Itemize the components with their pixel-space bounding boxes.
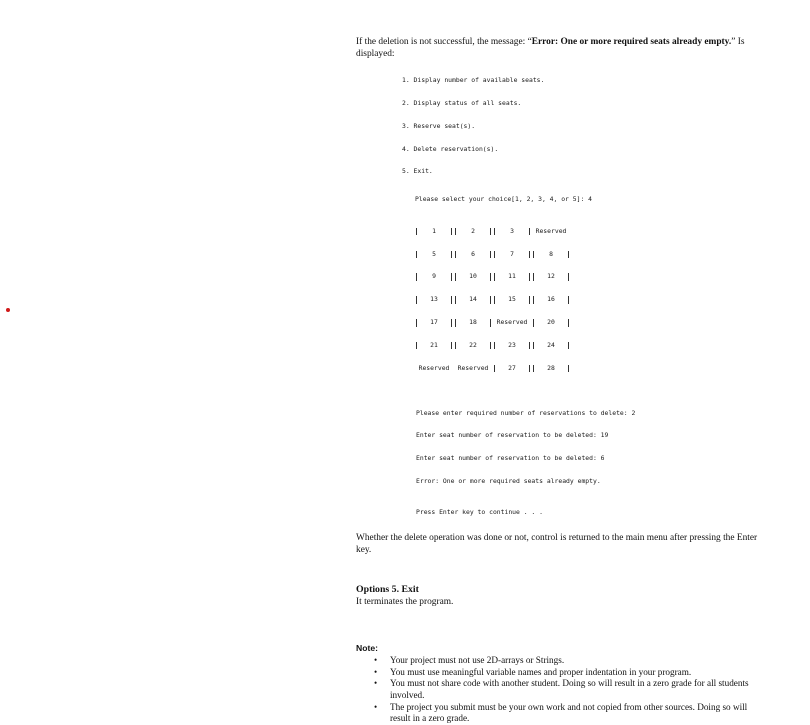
seat-cell: Reserved	[535, 226, 567, 235]
seat-cell: 28	[533, 365, 569, 373]
note-item: • You must not share code with another student. Doing so will result in a zero grade for all students involved.	[374, 678, 766, 701]
seat-cell: 24	[533, 342, 569, 350]
menu-item: 3. Reserve seat(s).	[402, 121, 476, 130]
after-paragraph: Whether the delete operation was done or not, control is returned to the main menu after pressing the Enter key.	[356, 533, 758, 556]
option5-description: It terminates the program.	[356, 597, 454, 608]
continue-prompt: Press Enter key to continue . . .	[416, 507, 543, 516]
menu-item: 2. Display status of all seats.	[402, 98, 522, 107]
seat-cell: 9	[416, 273, 452, 281]
console-menu	[402, 62, 766, 191]
seat-cell: 6	[455, 251, 491, 259]
seat-column	[533, 213, 569, 388]
seat-column	[455, 213, 491, 388]
seat-cell: 20	[533, 319, 569, 327]
option5-prefix: Options	[356, 584, 392, 596]
option5-heading	[356, 584, 766, 596]
seat-cell: 17	[416, 319, 452, 327]
seat-cell: 11	[494, 273, 530, 281]
intro-paragraph	[356, 36, 766, 60]
seat-cell: 18	[455, 319, 491, 327]
seat-cell: 13	[416, 296, 452, 304]
console-prompt: Please select your choice[1, 2, 3, 4, or 5]: 4	[415, 195, 592, 204]
seat-cell: 10	[455, 273, 491, 281]
seat-cell: Reserved	[418, 363, 450, 372]
seat-cell: 16	[533, 296, 569, 304]
intro-suffix: ” Is displayed:	[356, 37, 745, 59]
seat-cell: 5	[416, 251, 452, 259]
margin-marker-dot	[6, 308, 10, 312]
seat-cell: 23	[494, 342, 530, 350]
delete-dialog-output	[416, 394, 766, 500]
note-item: • Your project must not use 2D-arrays or Strings.	[374, 655, 766, 667]
seat-cell: 8	[533, 251, 569, 259]
intro-prefix: If the deletion is not successful, the message: “	[356, 37, 532, 47]
seat-grid	[416, 213, 766, 388]
seat-cell: 12	[533, 273, 569, 281]
note-heading: Note:	[356, 643, 378, 654]
seat-cell: 21	[416, 342, 452, 350]
seat-cell: 7	[494, 251, 530, 259]
menu-item: 5. Exit.	[402, 167, 433, 176]
seat-cell: Reserved	[496, 318, 528, 326]
console-line: Error: One or more required seats already empty.	[416, 476, 601, 485]
seat-column	[494, 213, 530, 388]
document-page	[356, 36, 766, 725]
seat-cell: 3	[494, 228, 530, 236]
notes-list	[356, 655, 766, 725]
note-item: • You must use meaningful variable names and proper indentation in your program.	[374, 667, 766, 679]
seat-cell: 22	[455, 342, 491, 350]
option5-number: 5. Exit	[391, 584, 419, 596]
seat-cell: 15	[494, 296, 530, 304]
menu-item: 4. Delete reservation(s).	[402, 144, 499, 153]
error-message-text: Error: One or more required seats already empty.	[531, 37, 732, 47]
seat-cell: 27	[494, 365, 530, 373]
seat-cell: 2	[455, 228, 491, 236]
note-item: • The project you submit must be your own work and not copied from other sources. Doing so will result in a zero grade.	[374, 702, 766, 725]
console-line: Enter seat number of reservation to be deleted: 6	[416, 454, 605, 463]
seat-cell: 1	[416, 228, 452, 236]
console-line: Enter seat number of reservation to be deleted: 19	[416, 431, 609, 440]
seat-column	[416, 213, 452, 388]
seat-cell: 14	[455, 296, 491, 304]
menu-item: 1. Display number of available seats.	[402, 76, 545, 85]
seat-cell: Reserved	[457, 363, 489, 372]
console-line: Please enter required number of reservations to delete: 2	[416, 408, 636, 417]
